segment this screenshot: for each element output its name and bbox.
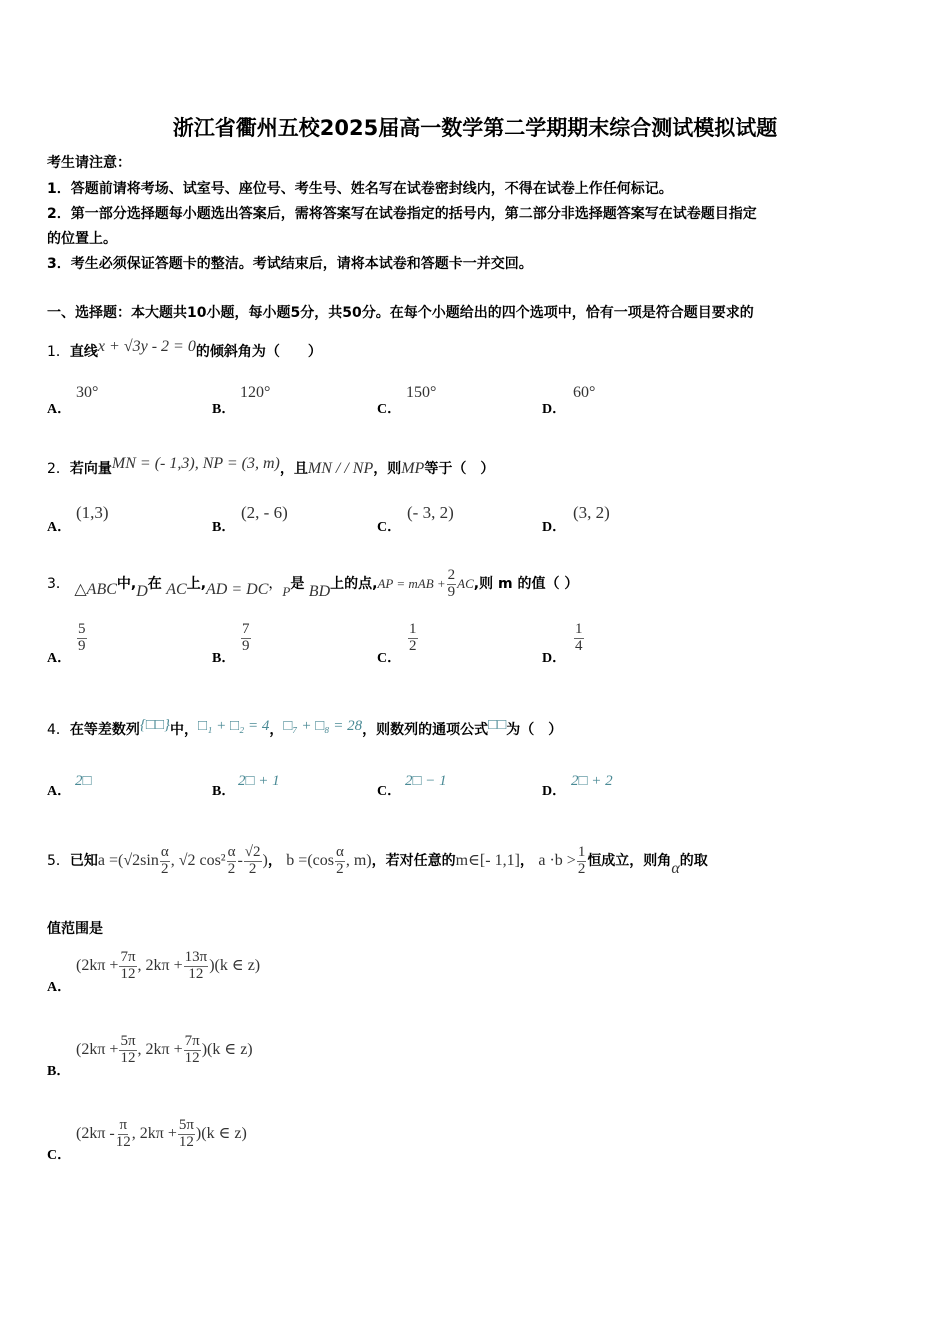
q-math: AC [166,581,187,598]
fraction [184,1034,201,1067]
math: , 2kπ + [137,956,183,974]
q-math: P [282,584,291,599]
notice-item: 2．第一部分选择题每小题选出答案后，需将答案写在试卷指定的括号内，第二部分非选择题答案写在试卷题目指定 [47,206,757,222]
numerator: π [119,1117,128,1133]
option-value: 2□ + 1 [238,773,280,789]
denominator: 4 [575,637,583,654]
q-math: AP = mAB + [377,576,446,591]
option-label: C． [377,402,402,417]
q-text: ，则数列的通项公式 [362,722,489,738]
fraction [244,845,262,878]
fraction [178,1118,195,1151]
denominator: 2 [409,637,417,654]
q-text: ， [267,853,282,869]
option-value: (- 3, 2) [407,503,454,522]
numerator: 1 [575,621,583,637]
option-label: C． [377,784,402,799]
option-label: A． [47,980,72,995]
q-math: □₁ + □₂ = 4 [198,718,270,734]
q-math: □₇ + □₈ = 28 [283,718,363,734]
q-math: {□□} [139,717,171,733]
question-1 [47,338,322,361]
option-label: A． [47,784,72,799]
q-text: 中, [116,576,137,592]
fraction [116,1118,131,1151]
math: (2kπ + [76,956,119,974]
math: )(k ∈ z) [201,1040,253,1058]
option-label: B． [47,1064,71,1079]
q-num: 5． [47,853,70,869]
denominator: 9 [447,583,456,600]
numerator: 2 [447,566,456,583]
q-num: 1． [47,344,70,360]
q-text: ,则 m 的值（ ） [473,576,579,592]
fraction [227,845,237,878]
q-math: AC [457,576,474,591]
q-math: m∈[- 1,1] [455,852,520,869]
q-math: MP [401,460,425,477]
q-text: 是 [290,576,305,592]
math: )(k ∈ z) [209,956,261,974]
numerator: 7π [184,1033,200,1049]
q-math: BD [308,583,331,600]
fraction [77,622,87,655]
page-title: 浙江省衢州五校2025届高一数学第二学期期末综合测试模拟试题 [172,116,778,140]
denominator: 2 [577,860,586,877]
numerator: 5π [178,1117,194,1133]
denominator: 2 [227,860,236,877]
q-text: 在 [147,576,162,592]
question-4 [47,717,562,739]
q-math: b =(cos [286,852,334,869]
option-label: B． [212,651,236,666]
numerator: 5 [78,621,86,637]
denominator: 2 [248,860,257,877]
q-text: ，且 [279,461,308,477]
q-text: 恒成立，则角 [587,853,672,869]
fraction [184,950,209,983]
q-text: 中， [170,722,199,738]
q-math: a ·b > [538,852,576,869]
numerator: 13π [184,949,208,965]
q-text: ，若对任意的 [371,853,456,869]
option-label: C． [47,1148,72,1163]
option-value: 2□ + 2 [571,773,613,789]
option-value: 30° [76,384,99,401]
math: , 2kπ + [137,1040,183,1058]
q-math: α [671,860,680,877]
q-math: □□ [488,717,507,733]
denominator: 12 [120,1049,136,1066]
q-text: ， [269,722,284,738]
math: (2kπ + [76,1040,119,1058]
denominator: 9 [78,637,86,654]
q-math: MN / / NP [307,460,374,477]
option-label: D． [542,784,567,799]
q-text: 若向量 [69,461,112,477]
option-value: 2□ − 1 [405,773,447,789]
option-value: 60° [573,384,596,401]
fraction [447,568,457,601]
numerator: 5π [120,1033,136,1049]
option-label: C． [377,651,402,666]
notice-item: 1．答题前请将考场、试室号、座位号、考生号、姓名写在试卷密封线内，不得在试卷上作任何标记。 [47,181,673,197]
denominator: 12 [178,1133,194,1150]
fraction [119,1034,136,1067]
option-label: B． [212,784,236,799]
q-text: 的取 [679,853,708,869]
option-label: D． [542,520,567,535]
denominator: 12 [184,1049,200,1066]
notice-heading: 考生请注意： [47,155,131,171]
option-value: 150° [406,384,437,401]
option-value: (2, - 6) [241,503,288,522]
notice-item: 的位置上。 [47,231,117,247]
math: , 2kπ + [131,1124,177,1142]
q-num: 3． [47,576,70,592]
fraction [408,622,418,655]
q-num: 4． [47,722,70,738]
q-num: 2． [47,461,70,477]
numerator: α [160,843,169,860]
option-value: 120° [240,384,271,401]
option-label: B． [212,402,236,417]
q-text: ， [268,576,283,592]
option-value: (1,3) [76,503,109,522]
option-value [76,950,260,983]
q-text: 为（ ） [506,722,563,738]
math: (2kπ - [76,1124,115,1142]
q-text: ，则 [373,461,402,477]
fraction [574,622,584,655]
section-heading: 一、选择题：本大题共10小题，每小题5分，共50分。在每个小题给出的四个选项中，恰有一项是符合题目要求的 [47,305,754,321]
notice-item: 3．考生必须保证答题卡的整洁。考试结束后，请将本试卷和答题卡一并交回。 [47,256,533,272]
option-value [76,1034,253,1067]
fraction [160,845,170,878]
q-math: , m) [345,852,372,869]
fraction [577,845,587,878]
q-math: D [136,583,148,600]
q-text: ， [519,853,534,869]
q-math: - [237,852,243,869]
option-label: D． [542,651,567,666]
question-3 [47,566,578,610]
option-value: 2□ [75,773,92,789]
question-5 [47,836,708,894]
numerator: 7π [120,949,136,965]
option-value: (3, 2) [573,503,610,522]
numerator: 1 [577,843,586,860]
q-text: 上的点, [330,576,378,592]
math: )(k ∈ z) [195,1124,247,1142]
q-math: MN = (- 1,3), NP = (3, m) [111,455,280,472]
q-text: 在等差数列 [69,722,140,738]
q-text: 的倾斜角为（ ） [195,344,322,360]
denominator: 12 [115,1133,131,1150]
q-text: 上, [186,576,207,592]
option-label: A． [47,651,72,666]
q-math: AD = DC [206,581,269,598]
q-text: 已知 [69,853,98,869]
fraction [335,845,345,878]
numerator: √2 [244,843,261,860]
q-math: ) [262,852,268,869]
fraction [241,622,251,655]
option-label: B． [212,520,236,535]
option-value [76,1118,247,1151]
denominator: 12 [188,965,204,982]
q-math: , √2 cos² [170,852,226,869]
q-text: 值范围是 [47,921,103,937]
q-math: x + √3y - 2 = 0 [97,338,196,355]
fraction [119,950,136,983]
option-label: C． [377,520,402,535]
numerator: α [335,843,344,860]
q-math: △ABC [74,581,117,598]
option-label: D． [542,402,567,417]
option-label: A． [47,520,72,535]
q-math: a =(√2sin [97,852,159,869]
numerator: 1 [409,621,417,637]
denominator: 9 [242,637,250,654]
denominator: 2 [336,860,344,877]
option-label: A． [47,402,72,417]
question-2 [47,455,494,478]
q-text: 等于（ ） [424,461,495,477]
q-text: 直线 [69,344,98,360]
numerator: 7 [242,621,250,637]
numerator: α [227,843,236,860]
denominator: 12 [120,965,136,982]
denominator: 2 [161,860,169,877]
